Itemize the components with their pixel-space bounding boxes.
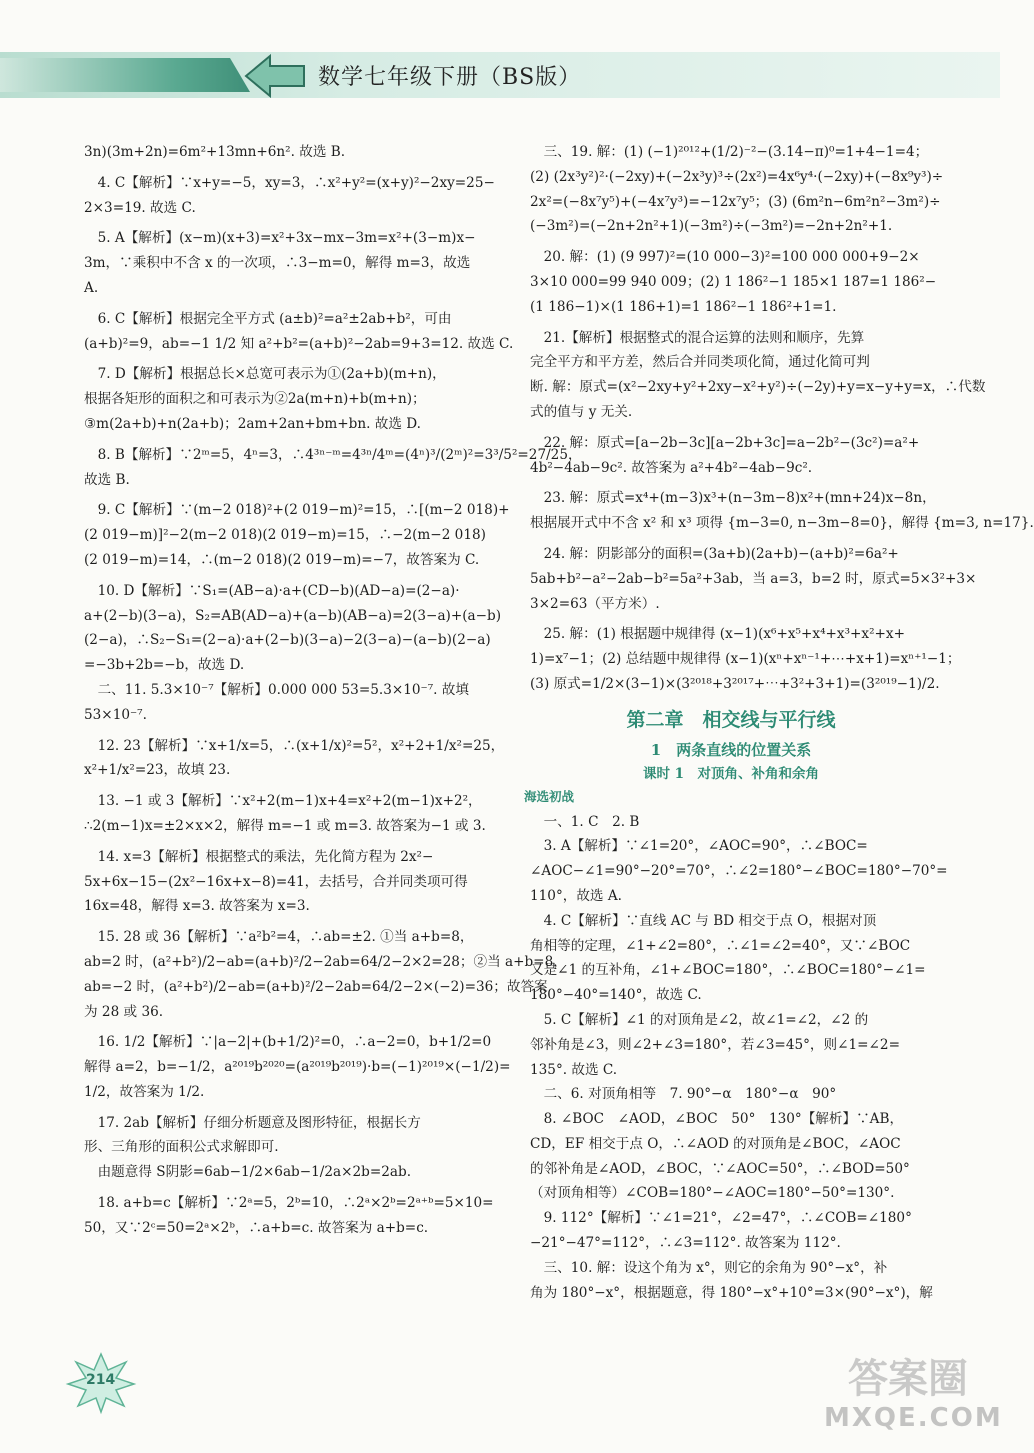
answer-line: 2×3=19. 故选 C.: [84, 199, 196, 216]
header-band: [0, 58, 250, 92]
answer-line: 6. C【解析】根据完全平方式 (a±b)²=a²±2ab+b²，可由: [84, 310, 452, 327]
answer-line: 一、1. C 2. B: [530, 813, 640, 830]
answer-line: 由题意得 S阴影=6ab−1/2×6ab−1/2a×2b=2ab.: [84, 1164, 412, 1181]
answer-line: =−3b+2b=−b，故选 D.: [84, 657, 245, 674]
answer-line: 完全平方和平方差，然后合并同类项化简，通过化简可判: [530, 354, 870, 371]
answer-line: 17. 2ab【解析】仔细分析题意及图形特征，根据长方: [84, 1114, 421, 1131]
answer-line: 9. C【解析】∵(m−2 018)²+(2 019−m)²=15，∴[(m−2 018)+: [84, 502, 510, 519]
answer-line: (−3m²)=(−2n+2n²+1)(−3m²)÷(−3m²)=−2n+2n²+1.: [530, 218, 893, 235]
answer-line: 3n)(3m+2n)=6m²+13mn+6n². 故选 B.: [84, 144, 346, 160]
answer-line: 形、三角形的面积公式求解即可.: [84, 1139, 279, 1156]
answer-line: 18. a+b=c【解析】∵2ᵃ=5，2ᵇ=10，∴2ᵃ×2ᵇ=2ᵃ⁺ᵇ=5×10=: [84, 1195, 494, 1212]
answer-line: 180°−40°=140°，故选 C.: [530, 987, 702, 1004]
answer-line: 3m，∵乘积中不含 x 的一次项，∴3−m=0，解得 m=3，故选: [84, 255, 471, 272]
answer-line: 24. 解：阴影部分的面积=(3a+b)(2a+b)−(a+b)²=6a²+: [530, 545, 899, 562]
answer-line: 3×10 000=99 940 009；(2) 1 186²−1 185×1 187=1 186²−: [530, 273, 937, 290]
right-column: [524, 140, 1034, 1305]
answer-line: 15. 28 或 36【解析】∵a²b²=4，∴ab=±2. ①当 a+b=8，: [84, 929, 474, 946]
answer-line: 50，又∵2ᶜ=50=2ᵃ×2ᵇ，∴a+b=c. 故答案为 a+b=c.: [84, 1219, 429, 1236]
answer-line: 2x²=(−8x⁷y⁵)+(−4x⁷y³)=−12x⁷y⁵；(3) (6m²n−6m²n²−3m²)÷: [530, 193, 941, 210]
answer-line: (a+b)²=9，ab=−1 1/2 知 a²+b²=(a+b)²−2ab=9+3=12. 故选 C.: [84, 335, 514, 352]
answer-line: 135°. 故选 C.: [530, 1061, 618, 1078]
lesson-title: 课时 1 对顶角、补角和余角: [642, 765, 820, 782]
answer-line: 根据各矩形的面积之和可表示为②2a(m+n)+b(m+n)；: [84, 391, 426, 408]
answer-line: 5x+6x−15−(2x²−16x+x−8)=41，去括号，合并同类项可得: [84, 873, 468, 890]
answer-line: 二、11. 5.3×10⁻⁷【解析】0.000 000 53=5.3×10⁻⁷. 故填: [84, 681, 469, 698]
answer-line: ab=−2 时，(a²+b²)/2−ab=(a+b)²/2−2ab=64/2−2×(−2)=36；故答案: [84, 978, 548, 995]
answer-line: 20. 解：(1) (9 997)²=(10 000−3)²=100 000 000+9−2×: [530, 249, 920, 266]
answer-line: 12. 23【解析】∵x+1/x=5，∴(x+1/x)²=5²，x²+2+1/x²=25，: [84, 737, 505, 754]
answer-line: −21°−47°=112°，∴∠3=112°. 故答案为 112°.: [530, 1235, 841, 1252]
answer-line: (2 019−m)=14，∴(m−2 018)(2 019−m)=−7，故答案为 C.: [84, 551, 480, 568]
answer-line: 1/2，故答案为 1/2.: [84, 1083, 205, 1100]
watermark-logo: 答案圈: [848, 1356, 968, 1402]
answer-line: 23. 解：原式=x⁴+(m−3)x³+(n−3m−8)x²+(mn+24)x−8n，: [530, 490, 936, 507]
answer-line: 二、6. 对顶角相等 7. 90°−α 180°−α 90°: [530, 1086, 837, 1103]
watermark: [818, 1347, 1003, 1443]
answer-line: 13. −1 或 3【解析】∵x²+2(m−1)x+4=x²+2(m−1)x+2²，: [84, 793, 482, 810]
arrow-icon: [244, 54, 308, 98]
answer-line: 5. A【解析】(x−m)(x+3)=x²+3x−mx−3m=x²+(3−m)x−: [84, 230, 476, 247]
answer-line: x²+1/x²=23，故填 23.: [84, 762, 231, 779]
answer-line: 21.【解析】根据整式的混合运算的法则和顺序，先算: [530, 329, 865, 346]
page-header: [0, 52, 1000, 98]
answer-line: 角相等的定理，∠1+∠2=80°，∴∠1=∠2=40°，又∵∠BOC: [530, 937, 911, 954]
answer-line: 5ab+b²−a²−2ab−b²=5a²+3ab，当 a=3，b=2 时，原式=5×3²+3×: [530, 570, 977, 587]
answer-line: 式的值与 y 无关.: [530, 403, 633, 420]
watermark-url: MXQE.COM: [824, 1403, 1003, 1433]
answer-line: CD，EF 相交于点 O，∴∠AOD 的对顶角是∠BOC，∠AOC: [530, 1135, 901, 1152]
answer-line: (2) (2x³y²)²·(−2xy)+(−2x³y)³÷(2x²)=4x⁶y⁴·(−2xy)+(−8x⁹y³)÷: [530, 168, 944, 185]
answer-line: 三、10. 解：设这个角为 x°，则它的余角为 90°−x°，补: [530, 1259, 888, 1276]
right-answer-lines-top: [530, 140, 1034, 697]
answer-line: ③m(2a+b)+n(2a+b)；2am+2an+bm+bn. 故选 D.: [84, 415, 421, 432]
page-number: 214: [86, 1372, 116, 1388]
answer-line: 4. C【解析】∵x+y=−5，xy=3，∴x²+y²=(x+y)²−2xy=25−: [84, 174, 495, 191]
answer-line: 9. 112°【解析】∵∠1=21°，∠2=47°，∴∠COB=∠180°: [530, 1210, 912, 1227]
answer-line: 16x=48，解得 x=3. 故答案为 x=3.: [84, 898, 310, 915]
answer-line: 解得 a=2，b=−1/2，a²⁰¹⁹b²⁰²⁰=(a²⁰¹⁹b²⁰¹⁹)·b=(−1)²⁰¹⁹×(−1/2)=: [84, 1059, 511, 1076]
answer-line: 又是∠1 的互补角，∠1+∠BOC=180°，∴∠BOC=180°−∠1=: [530, 962, 926, 979]
answer-line: 110°，故选 A.: [530, 887, 622, 904]
answer-line: 8. ∠BOC ∠AOD，∠BOC 50° 130°【解析】∵AB，: [530, 1111, 904, 1128]
answer-line: ab=2 时，(a²+b²)/2−ab=(a+b)²/2−2ab=64/2−2×2=28；②当 a+b=8，: [84, 953, 567, 970]
answer-line: 14. x=3【解析】根据整式的乘法，先化简方程为 2x²−: [84, 848, 434, 865]
answer-line: 三、19. 解：(1) (−1)²⁰¹²+(1/2)⁻²−(3.14−π)⁰=1+4−1=4；: [530, 144, 929, 160]
answer-line: 3×2=63（平方米）.: [530, 595, 660, 612]
answer-line: 7. D【解析】根据总长×总宽可表示为①(2a+b)(m+n)，: [84, 366, 446, 383]
answer-line: 根据展开式中不含 x² 和 x³ 项得 {m−3=0, n−3m−8=0}，解得 {m=3, n=17}.: [530, 515, 1034, 532]
answer-line: 16. 1/2【解析】∵|a−2|+(b+1/2)²=0，∴a−2=0，b+1/2=0: [84, 1034, 492, 1051]
answer-line: 的邻补角是∠AOD，∠BOC，∵∠AOC=50°，∴∠BOD=50°: [530, 1160, 910, 1177]
answer-line: ∴2(m−1)x=±2×x×2，解得 m=−1 或 m=3. 故答案为−1 或 3.: [84, 817, 486, 834]
answer-line: (3) 原式=1/2×(3−1)×(3²⁰¹⁸+3²⁰¹⁷+⋯+3²+3+1)=(3²⁰¹⁹−1)/2.: [530, 675, 940, 692]
page-header-title: 数学七年级下册（BS版）: [318, 65, 582, 90]
answer-line: 22. 解：原式=[a−2b−3c][a−2b+3c]=a−2b²−(3c²)=a²+: [530, 434, 920, 451]
answer-line: 角为 180°−x°，根据题意，得 180°−x°+10°=3×(90°−x°)，解: [530, 1284, 933, 1301]
answer-line: 4. C【解析】∵直线 AC 与 BD 相交于点 O，根据对顶: [530, 912, 877, 929]
answer-line: 3. A【解析】∵∠1=20°，∠AOC=90°，∴∠BOC=: [530, 838, 868, 855]
section-title: 1 两条直线的位置关系: [650, 740, 812, 759]
right-answer-lines-bottom: [530, 810, 948, 1306]
answer-line: 为 28 或 36.: [84, 1003, 164, 1020]
answer-line: A.: [84, 279, 99, 296]
answer-line: ∠AOC−∠1=90°−20°=70°，∴∠2=180°−∠BOC=180°−70°=: [530, 863, 948, 880]
answer-line: 4b²−4ab−9c². 故答案为 a²+4b²−4ab−9c².: [530, 459, 813, 476]
answer-line: 8. B【解析】∵2ᵐ=5，4ⁿ=3，∴4³ⁿ⁻ᵐ=4³ⁿ/4ᵐ=(4ⁿ)³/(2ᵐ)²=3³/5²=27/25，: [84, 446, 582, 463]
answer-line: （对顶角相等）∠COB=180°−∠AOC=180°−50°=130°.: [530, 1185, 895, 1202]
chapter-title: 第二章 相交线与平行线: [626, 708, 836, 731]
practice-tag: 海选初战: [524, 788, 575, 804]
answer-line: 25. 解：(1) 根据题中规律得 (x−1)(x⁶+x⁵+x⁴+x³+x²+x+: [530, 626, 905, 643]
answer-line: 53×10⁻⁷.: [84, 706, 147, 723]
answer-line: 10. D【解析】∵S₁=(AB−a)·a+(CD−b)(AD−a)=(2−a)·: [84, 582, 460, 599]
answer-line: (1 186−1)×(1 186+1)=1 186²−1 186²+1=1.: [530, 298, 837, 315]
answer-line: (2 019−m)]²−2(m−2 018)(2 019−m)=15，∴−2(m−2 018): [84, 527, 486, 544]
answer-line: 5. C【解析】∠1 的对顶角是∠2，故∠1=∠2，∠2 的: [530, 1011, 869, 1028]
answer-line: (2−a)，∴S₂−S₁=(2−a)·a+(2−b)(3−a)−2(3−a)−(a−b)(2−a): [84, 632, 491, 649]
answer-line: 故选 B.: [84, 471, 130, 488]
answer-line: a+(2−b)(3−a)，S₂=AB(AD−a)+(a−b)(AB−a)=2(3−a)+(a−b): [84, 607, 502, 624]
answer-line: 邻补角是∠3，则∠2+∠3=180°，若∠3=45°，则∠1=∠2=: [530, 1036, 900, 1053]
answer-line: 1)=x⁷−1；(2) 总结题中规律得 (x−1)(xⁿ+xⁿ⁻¹+⋯+x+1)=xⁿ⁺¹−1；: [530, 651, 961, 668]
answer-line: 断. 解：原式=(x²−2xy+y²+2xy−x²+y²)÷(−2y)+y=x−y+y=x，∴代数: [530, 379, 986, 396]
